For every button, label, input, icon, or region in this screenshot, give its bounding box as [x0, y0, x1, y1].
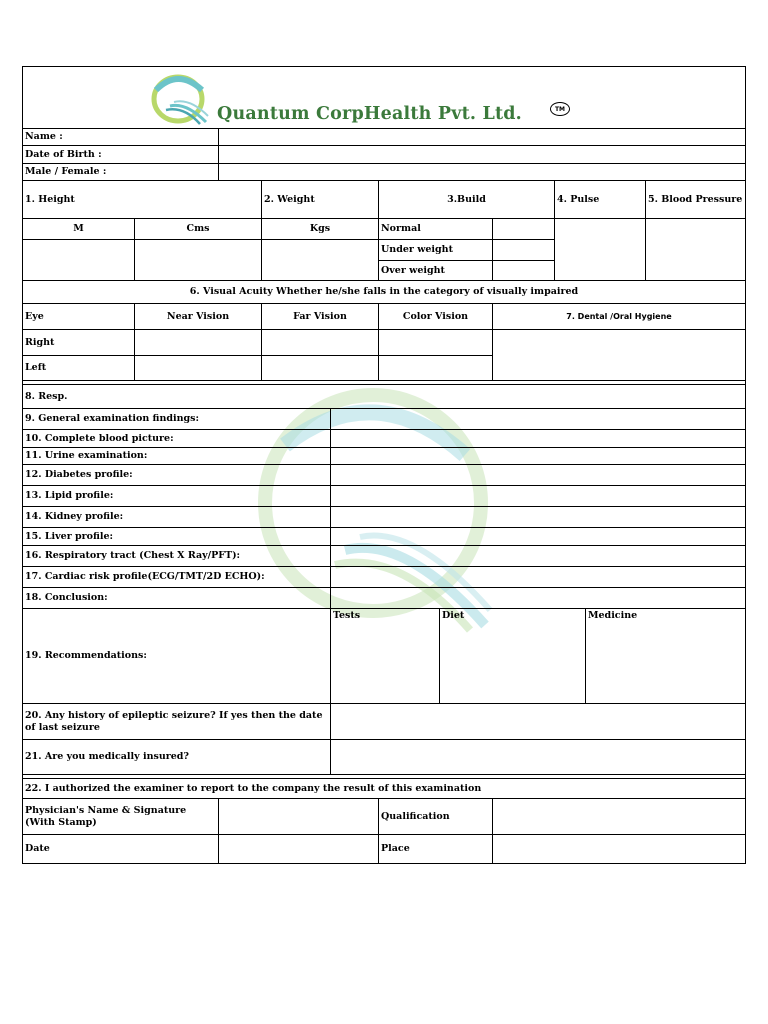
cms-label: Cms	[134, 218, 262, 240]
sex-field[interactable]	[218, 163, 746, 181]
exam-label: 13. Lipid profile:	[22, 485, 331, 507]
build-label: 3.Build	[378, 180, 555, 219]
overweight-check[interactable]	[492, 260, 555, 281]
trademark-badge: TM	[550, 102, 570, 116]
recommendations-label: 19. Recommendations:	[22, 608, 331, 704]
dental-field[interactable]	[492, 329, 746, 381]
dental-label: 7. Dental /Oral Hygiene	[492, 303, 746, 330]
exam-field[interactable]	[330, 408, 746, 430]
underweight-label: Under weight	[378, 239, 493, 261]
date-field[interactable]	[218, 834, 379, 864]
physician-label: Physician's Name & Signature (With Stamp)	[22, 798, 219, 835]
vision-title: 6. Visual Acuity Whether he/she falls in the category of visually impaired	[22, 280, 746, 304]
right-eye-label: Right	[22, 329, 135, 356]
physician-field[interactable]	[218, 798, 379, 835]
insured-field[interactable]	[330, 739, 746, 775]
left-color-field[interactable]	[378, 355, 493, 381]
exam-field[interactable]	[330, 447, 746, 465]
place-field[interactable]	[492, 834, 746, 864]
bp-field[interactable]	[645, 218, 746, 281]
name-field[interactable]	[218, 128, 746, 146]
exam-label: 11. Urine examination:	[22, 447, 331, 465]
weight-label: 2. Weight	[261, 180, 379, 219]
exam-field[interactable]	[330, 566, 746, 588]
underweight-check[interactable]	[492, 239, 555, 261]
pulse-field[interactable]	[554, 218, 646, 281]
header-row	[22, 66, 746, 129]
exam-label: 18. Conclusion:	[22, 587, 331, 609]
left-eye-label: Left	[22, 355, 135, 381]
seizure-field[interactable]	[330, 703, 746, 740]
dob-field[interactable]	[218, 145, 746, 164]
name-label: Name :	[22, 128, 219, 146]
company-name: Quantum CorpHealth Pvt. Ltd.	[217, 104, 522, 124]
exam-label: 16. Respiratory tract (Chest X Ray/PFT):	[22, 545, 331, 567]
exam-field[interactable]	[330, 464, 746, 486]
diet-field[interactable]: Diet	[439, 608, 586, 704]
exam-field[interactable]	[330, 587, 746, 609]
tests-field[interactable]: Tests	[330, 608, 440, 704]
far-vision-label: Far Vision	[261, 303, 379, 330]
exam-label: 17. Cardiac risk profile(ECG/TMT/2D ECHO):	[22, 566, 331, 588]
right-far-field[interactable]	[261, 329, 379, 356]
kgs-label: Kgs	[261, 218, 379, 240]
qualification-field[interactable]	[492, 798, 746, 835]
exam-field[interactable]	[330, 527, 746, 546]
qualification-label: Qualification	[378, 798, 493, 835]
bp-label: 5. Blood Pressure	[645, 180, 746, 219]
authorization-text: 22. I authorized the examiner to report to the company the result of this examination	[22, 778, 746, 799]
exam-label: 10. Complete blood picture:	[22, 429, 331, 448]
exam-label: 9. General examination findings:	[22, 408, 331, 430]
eye-label: Eye	[22, 303, 135, 330]
overweight-label: Over weight	[378, 260, 493, 281]
exam-label: 14. Kidney profile:	[22, 506, 331, 528]
exam-label: 12. Diabetes profile:	[22, 464, 331, 486]
color-vision-label: Color Vision	[378, 303, 493, 330]
exam-field[interactable]	[330, 429, 746, 448]
dob-label: Date of Birth :	[22, 145, 219, 164]
normal-label: Normal	[378, 218, 493, 240]
near-vision-label: Near Vision	[134, 303, 262, 330]
exam-field[interactable]	[330, 485, 746, 507]
seizure-label: 20. Any history of epileptic seizure? If yes then the date of last seizure	[22, 703, 331, 740]
kgs-field[interactable]	[261, 239, 379, 281]
date-label: Date	[22, 834, 219, 864]
height-label: 1. Height	[22, 180, 262, 219]
exam-label: 15. Liver profile:	[22, 527, 331, 546]
exam-field[interactable]	[330, 545, 746, 567]
m-label: M	[22, 218, 135, 240]
normal-check[interactable]	[492, 218, 555, 240]
right-near-field[interactable]	[134, 329, 262, 356]
left-near-field[interactable]	[134, 355, 262, 381]
cms-field[interactable]	[134, 239, 262, 281]
exam-field[interactable]	[330, 506, 746, 528]
right-color-field[interactable]	[378, 329, 493, 356]
insured-label: 21. Are you medically insured?	[22, 739, 331, 775]
medicine-field[interactable]: Medicine	[585, 608, 746, 704]
pulse-label: 4. Pulse	[554, 180, 646, 219]
resp-label: 8. Resp.	[22, 384, 746, 409]
place-label: Place	[378, 834, 493, 864]
m-field[interactable]	[22, 239, 135, 281]
left-far-field[interactable]	[261, 355, 379, 381]
sex-label: Male / Female :	[22, 163, 219, 181]
